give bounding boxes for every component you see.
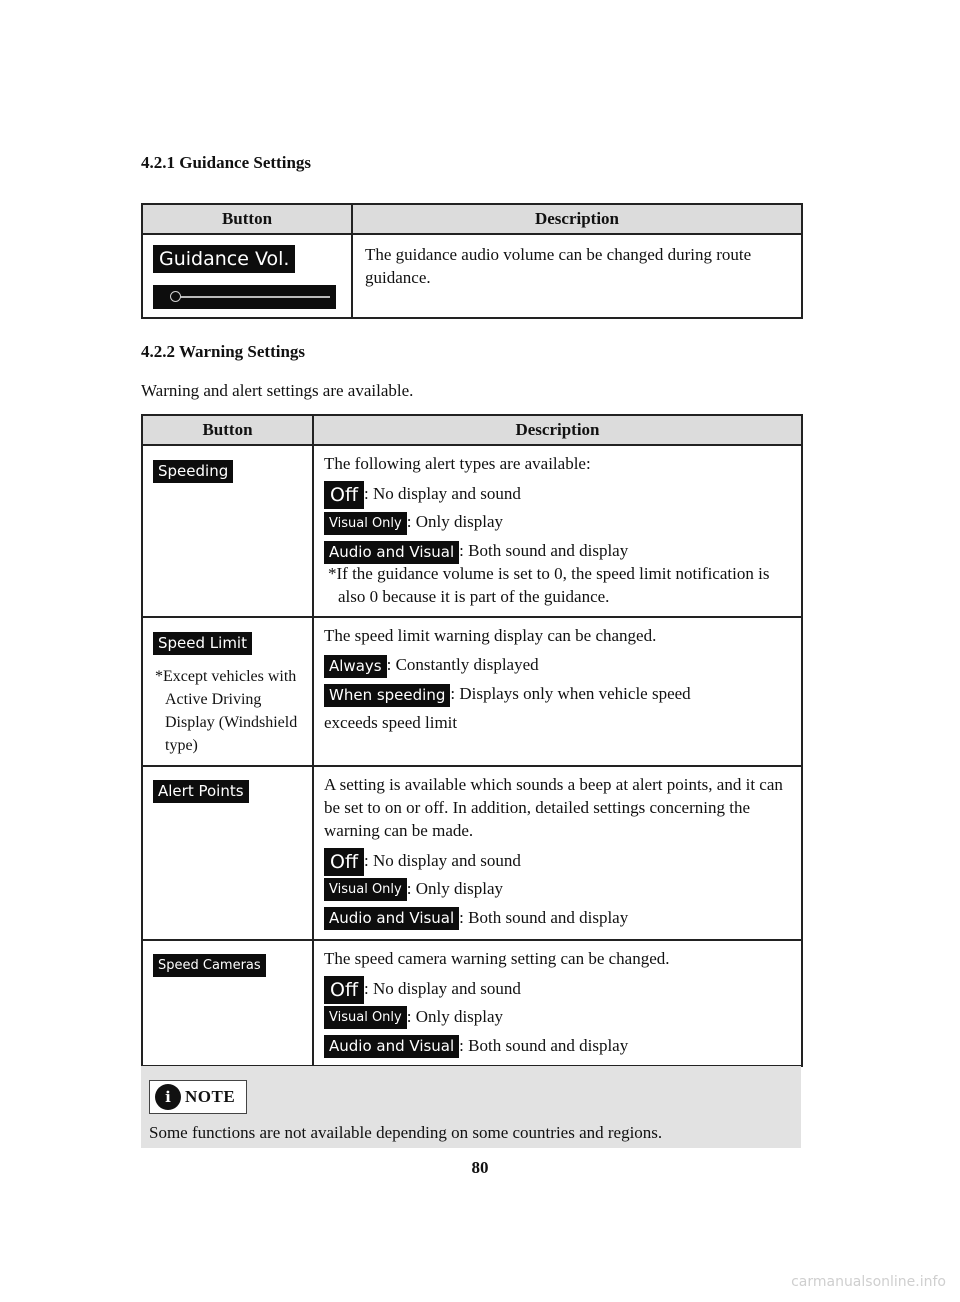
option-text: : Both sound and display (459, 907, 629, 927)
table-row (142, 445, 802, 617)
description-cell (313, 766, 802, 940)
option-row (324, 682, 791, 705)
off-option-button[interactable]: Off (324, 848, 364, 876)
guidance-settings-table (141, 203, 803, 319)
option-row (324, 877, 791, 900)
when-speeding-option-button[interactable]: When speeding (324, 684, 450, 707)
option-row (324, 1005, 791, 1028)
option-text: : No display and sound (364, 483, 521, 503)
warning-settings-table (141, 414, 803, 1067)
speed-cameras-intro: The speed camera warning setting can be changed. (324, 948, 670, 968)
speeding-note: *If the guidance volume is set to 0, the speed limit notification is also 0 because it is part of the guidance. (328, 564, 770, 606)
note-badge (149, 1080, 247, 1114)
option-row (324, 1034, 791, 1057)
watermark: carmanualsonline.info (791, 1274, 946, 1290)
table-row (142, 234, 802, 318)
visual-only-option-button[interactable]: Visual Only (324, 1006, 407, 1029)
visual-only-option-button[interactable]: Visual Only (324, 512, 407, 535)
option-text: : Both sound and display (459, 541, 629, 560)
visual-only-option-button[interactable]: Visual Only (324, 878, 407, 901)
table-row (142, 940, 802, 1066)
speed-limit-button[interactable]: Speed Limit (153, 632, 252, 655)
slider-knob[interactable] (170, 291, 181, 302)
description-cell (313, 940, 802, 1066)
audio-and-visual-option-button[interactable]: Audio and Visual (324, 541, 459, 564)
guidance-vol-button[interactable]: Guidance Vol. (153, 245, 295, 273)
alert-points-intro: A setting is available which sounds a beep at alert points, and it can be set to on or off. In addition, detailed settings concerning the warning can be made. (324, 774, 783, 840)
column-header-button: Button (142, 204, 352, 234)
option-row (324, 481, 791, 504)
option-text: : No display and sound (364, 978, 521, 998)
table-header-row (142, 415, 802, 445)
description-cell (313, 445, 802, 617)
note-label: NOTE (185, 1087, 236, 1106)
speed-limit-footnote: *Except vehicles with Active Driving Display (Windshield type) (155, 667, 298, 754)
speed-cameras-button[interactable]: Speed Cameras (153, 954, 266, 977)
option-row (324, 906, 791, 929)
audio-and-visual-option-button[interactable]: Audio and Visual (324, 907, 459, 930)
option-text: : Only display (406, 878, 504, 898)
speed-limit-intro: The speed limit warning display can be changed. (324, 626, 657, 645)
button-cell (142, 234, 352, 318)
button-cell (142, 617, 313, 766)
off-option-button[interactable]: Off (324, 481, 364, 509)
option-text: : Both sound and display (459, 1035, 629, 1055)
speeding-intro: The following alert types are available: (324, 454, 591, 473)
note-text: Some functions are not available depending on some countries and regions. (149, 1123, 663, 1142)
table-row (142, 617, 802, 766)
slider-track (175, 296, 330, 298)
button-cell (142, 445, 313, 617)
section-heading-guidance: 4.2.1 Guidance Settings (141, 153, 312, 172)
option-row (324, 848, 791, 871)
button-cell (142, 766, 313, 940)
button-cell (142, 940, 313, 1066)
option-text: : Displays only when vehicle speed (450, 684, 691, 703)
option-row (324, 653, 791, 676)
table-header-row (142, 204, 802, 234)
note-box (141, 1066, 801, 1148)
column-header-button: Button (142, 415, 313, 445)
option-text: : Only display (406, 1006, 504, 1026)
column-header-description: Description (313, 415, 802, 445)
option-row (324, 976, 791, 999)
column-header-description: Description (352, 204, 802, 234)
description-cell: The guidance audio volume can be changed during route guidance. (352, 234, 802, 318)
option-row (324, 539, 791, 562)
off-option-button[interactable]: Off (324, 976, 364, 1004)
description-cell (313, 617, 802, 766)
option-row (324, 510, 791, 533)
option-text: : Only display (406, 512, 504, 531)
speeding-button[interactable]: Speeding (153, 460, 233, 483)
page-number: 80 (471, 1158, 489, 1177)
volume-slider[interactable] (153, 285, 336, 309)
alert-points-button[interactable]: Alert Points (153, 780, 249, 803)
always-option-button[interactable]: Always (324, 655, 387, 678)
option-text: : No display and sound (364, 850, 521, 870)
option-text: : Constantly displayed (386, 655, 539, 674)
audio-and-visual-option-button[interactable]: Audio and Visual (324, 1035, 459, 1058)
speed-limit-continuation: exceeds speed limit (324, 713, 458, 732)
note-icon: ℹ (155, 1084, 181, 1110)
table-row (142, 766, 802, 940)
section-heading-warning: 4.2.2 Warning Settings (141, 342, 306, 361)
warning-intro: Warning and alert settings are available. (141, 381, 414, 400)
